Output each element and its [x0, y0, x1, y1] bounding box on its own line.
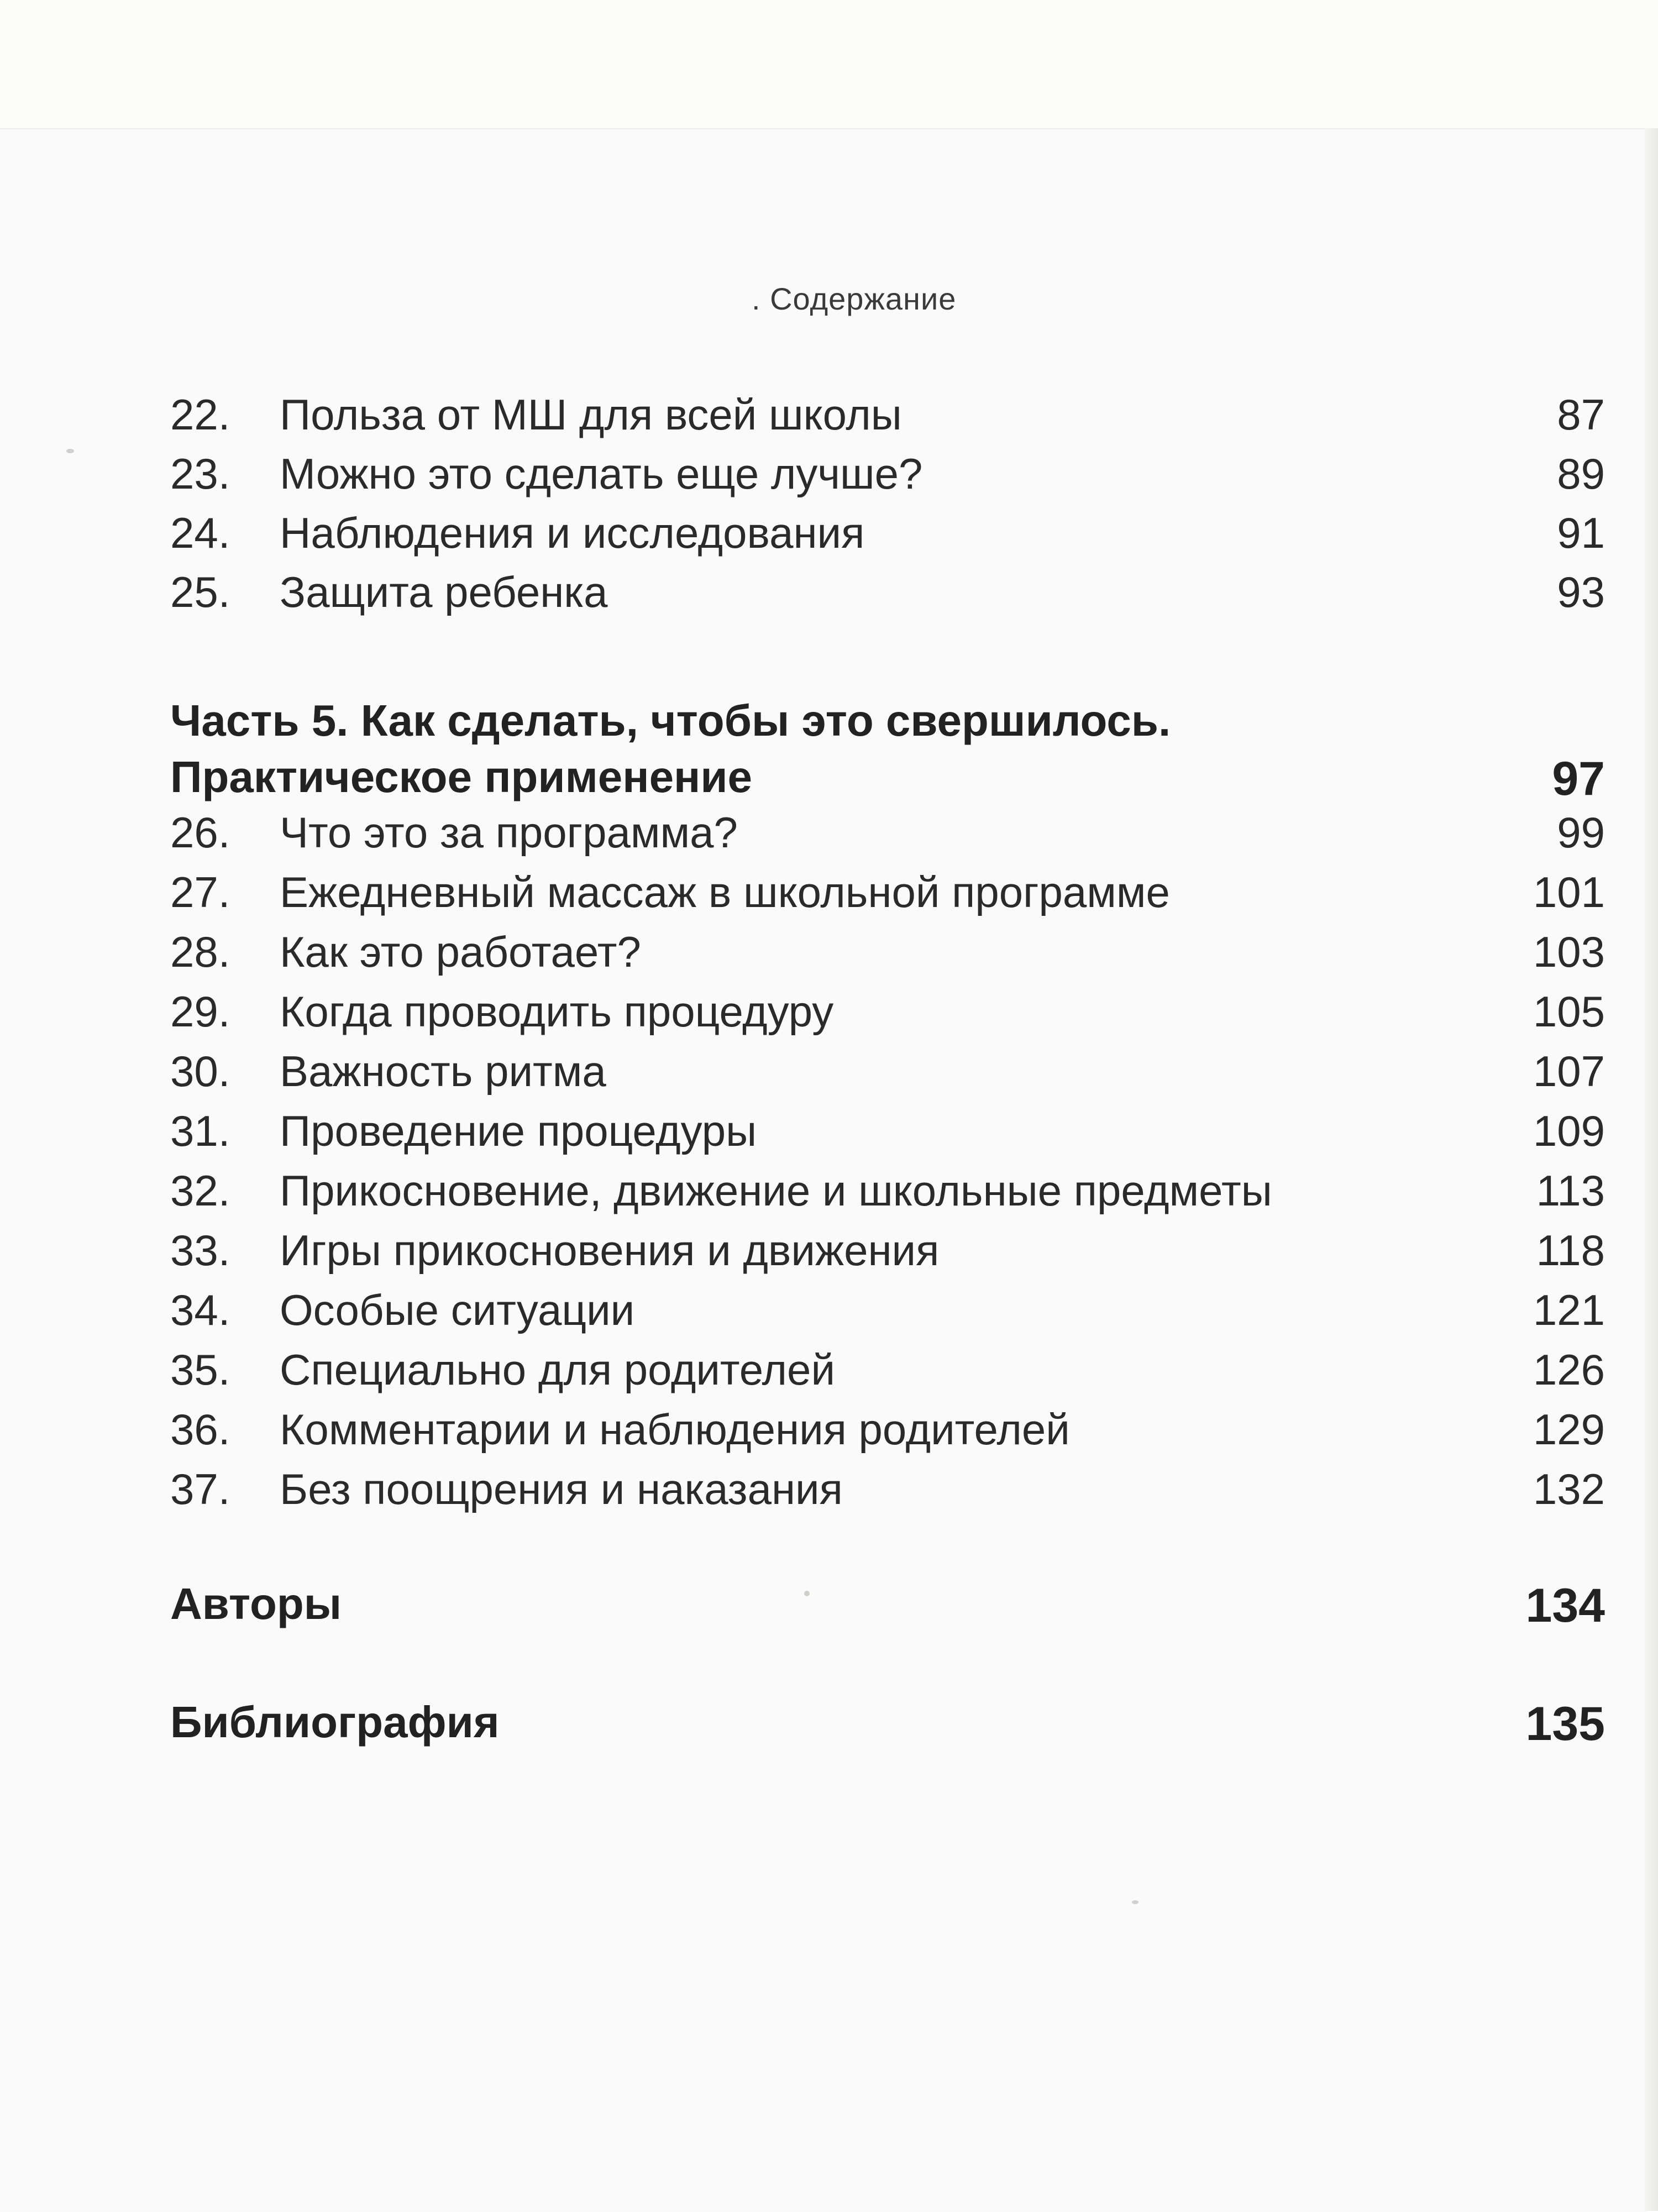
- authors-title: Авторы: [170, 1579, 342, 1628]
- toc-entry-page: 99: [1557, 808, 1605, 857]
- paper-speck: [1132, 1900, 1138, 1904]
- toc-entry-page: 113: [1536, 1166, 1605, 1215]
- toc-entry-title: Защита ребенка: [280, 568, 608, 616]
- running-head: . Содержание: [752, 281, 957, 316]
- toc-entry-page: 87: [1557, 390, 1605, 439]
- toc-entry: [0, 987, 1658, 1047]
- toc-entry-number: 35.: [170, 1345, 230, 1394]
- toc-entry-page: 121: [1533, 1286, 1605, 1334]
- toc-entry-number: 24.: [170, 509, 230, 557]
- bibliography-page: 135: [1525, 1697, 1605, 1750]
- toc-entry-page: 91: [1557, 509, 1605, 557]
- toc-entry-page: 105: [1533, 987, 1605, 1036]
- toc-entry: [0, 1285, 1658, 1346]
- toc-entry-title: Можно это сделать еще лучше?: [280, 449, 923, 498]
- toc-entry-title: Как это работает?: [280, 927, 641, 976]
- toc-entry: [0, 808, 1658, 868]
- toc-entry-number: 34.: [170, 1286, 230, 1334]
- toc-entry: [0, 1046, 1658, 1107]
- toc-entry-title: Наблюдения и исследования: [280, 509, 865, 557]
- toc-entry-number: 33.: [170, 1226, 230, 1275]
- toc-entry-page: 101: [1533, 868, 1605, 916]
- toc-entry-title: Что это за программа?: [280, 808, 738, 857]
- authors-page: 134: [1525, 1579, 1605, 1632]
- bibliography-heading: [0, 1697, 1658, 1758]
- authors-heading: [0, 1579, 1658, 1639]
- toc-entry-page: 107: [1533, 1047, 1605, 1095]
- toc-entry-title: Когда проводить процедуру: [280, 987, 834, 1036]
- toc-entry-page: 109: [1533, 1107, 1605, 1155]
- toc-entry-page: 129: [1533, 1405, 1605, 1454]
- toc-entry-page: 89: [1557, 449, 1605, 498]
- toc-entry-number: 32.: [170, 1166, 230, 1215]
- part-heading: [0, 752, 1658, 813]
- toc-entry: [0, 1166, 1658, 1226]
- part-heading-page: 97: [1552, 752, 1605, 805]
- toc-entry-number: 30.: [170, 1047, 230, 1095]
- bibliography-title: Библиография: [170, 1697, 500, 1747]
- toc-entry-number: 22.: [170, 390, 230, 439]
- toc-entry-title: Важность ритма: [280, 1047, 606, 1095]
- toc-entry: [0, 1464, 1658, 1525]
- toc-entry-title: Проведение процедуры: [280, 1107, 757, 1155]
- toc-entry-page: 93: [1557, 568, 1605, 616]
- toc-entry: [0, 1404, 1658, 1465]
- part-heading-line1: Часть 5. Как сделать, чтобы это свершилось.: [170, 696, 1171, 745]
- toc-entry: [0, 567, 1658, 628]
- part-heading: [0, 695, 1658, 756]
- toc-entry: [0, 1345, 1658, 1406]
- toc-entry-number: 31.: [170, 1107, 230, 1155]
- toc-entry-number: 26.: [170, 808, 230, 857]
- toc-entry-title: Особые ситуации: [280, 1286, 635, 1334]
- toc-entry: [0, 927, 1658, 988]
- toc-entry-number: 37.: [170, 1465, 230, 1513]
- toc-entry-number: 29.: [170, 987, 230, 1036]
- toc-entry-title: Ежедневный массаж в школьной программе: [280, 868, 1170, 916]
- toc-entry-number: 28.: [170, 927, 230, 976]
- toc-entry-number: 36.: [170, 1405, 230, 1454]
- toc-entry-title: Игры прикосновения и движения: [280, 1226, 940, 1275]
- toc-entry: [0, 1225, 1658, 1286]
- toc-entry-title: Без поощрения и наказания: [280, 1465, 843, 1513]
- toc-entry: [0, 1106, 1658, 1167]
- part-heading-line2: Практическое применение: [170, 752, 753, 801]
- toc-entry-number: 27.: [170, 868, 230, 916]
- toc-entry-number: 23.: [170, 449, 230, 498]
- toc-entry: [0, 867, 1658, 928]
- toc-entry: [0, 449, 1658, 510]
- toc-entry-page: 132: [1533, 1465, 1605, 1513]
- toc-entry-page: 118: [1536, 1226, 1605, 1275]
- toc-entry-page: 126: [1533, 1345, 1605, 1394]
- toc-entry: [0, 508, 1658, 569]
- toc-entry-title: Комментарии и наблюдения родителей: [280, 1405, 1070, 1454]
- toc-entry-number: 25.: [170, 568, 230, 616]
- toc-entry-page: 103: [1533, 927, 1605, 976]
- toc-entry-title: Польза от МШ для всей школы: [280, 390, 902, 439]
- toc-entry: [0, 390, 1658, 450]
- toc-entry-title: Специально для родителей: [280, 1345, 836, 1394]
- toc-entry-title: Прикосновение, движение и школьные предметы: [280, 1166, 1272, 1215]
